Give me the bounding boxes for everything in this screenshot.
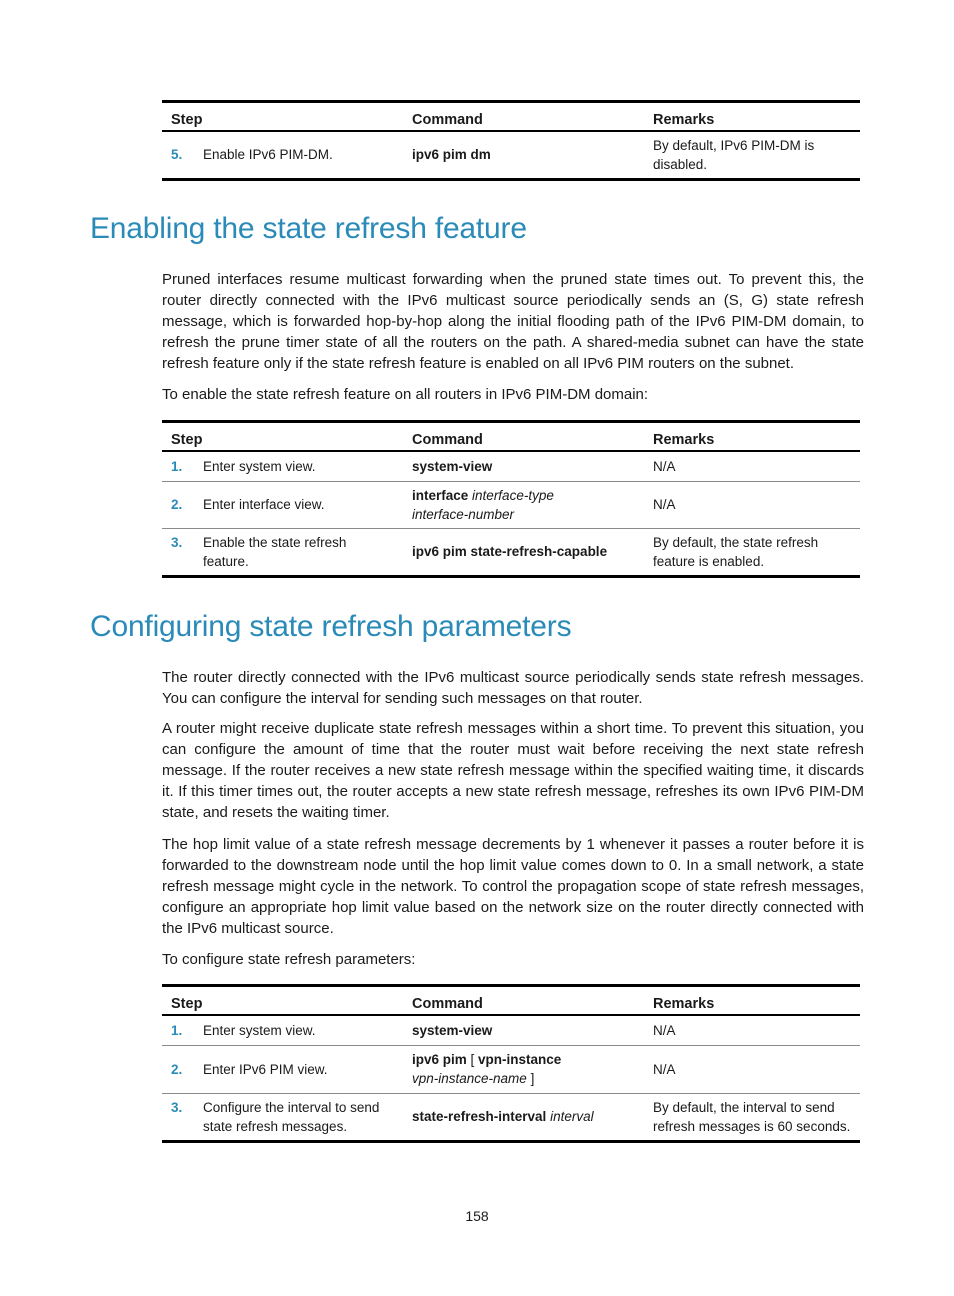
- command-keyword: ipv6 pim: [412, 1052, 467, 1067]
- section-heading: Configuring state refresh parameters: [90, 610, 572, 643]
- command-keyword: state-refresh-interval: [412, 1109, 547, 1124]
- remarks-text: By default, the state refresh feature is enabled.: [653, 534, 819, 569]
- step-number: 2.: [171, 1061, 183, 1077]
- header-step: Step: [162, 102, 403, 132]
- step-number: 3.: [171, 1099, 183, 1115]
- command-argument: vpn-instance-name: [412, 1071, 527, 1086]
- header-command: Command: [403, 102, 644, 132]
- step-number: 1.: [171, 1022, 183, 1038]
- body-paragraph: A router might receive duplicate state refresh messages within a short time. To prevent this situation, you can configure the amount of time that the router must wait before receiving the next state refresh message. If the router receives a new state refresh message within the specified waiting time, it discards it. If this timer times out, the router accepts a new state refresh message, refreshes its own IPv6 PIM-DM state, and resets the waiting timer.: [162, 720, 864, 821]
- step-text: Enter system view.: [203, 1022, 316, 1038]
- command-table-enable-pim-dm: [162, 100, 860, 181]
- command-keyword: system-view: [412, 458, 493, 474]
- remarks-text: N/A: [644, 451, 860, 481]
- table-row: [162, 131, 860, 179]
- step-text: Enter interface view.: [203, 497, 325, 512]
- table-row: [162, 1045, 860, 1093]
- step-number: 2.: [171, 497, 183, 512]
- body-paragraph: To configure state refresh parameters:: [162, 951, 416, 968]
- command-keyword: interface: [412, 487, 469, 503]
- table-row: [162, 1015, 860, 1045]
- page-number: 158: [465, 1208, 489, 1224]
- step-number: 3.: [171, 534, 183, 550]
- table-row: [162, 481, 860, 528]
- command-keyword: ipv6 pim dm: [412, 147, 491, 163]
- header-remarks: Remarks: [644, 102, 860, 132]
- step-text: Enter IPv6 PIM view.: [203, 1061, 328, 1077]
- header-command: Command: [403, 422, 644, 452]
- table-row: [162, 1093, 860, 1141]
- step-number: 1.: [171, 458, 183, 474]
- section-heading: Enabling the state refresh feature: [90, 212, 527, 245]
- header-remarks: Remarks: [644, 986, 860, 1016]
- command-argument: interface-number: [412, 506, 515, 522]
- header-step: Step: [162, 422, 403, 452]
- command-keyword: ipv6 pim state-refresh-capable: [412, 544, 608, 559]
- command-table-state-refresh-params: [162, 984, 860, 1143]
- remarks-text: N/A: [644, 1045, 860, 1093]
- command-keyword: system-view: [412, 1022, 493, 1038]
- table-row: [162, 451, 860, 481]
- header-step: Step: [162, 986, 403, 1016]
- step-text: Enable IPv6 PIM-DM.: [203, 147, 333, 163]
- step-text: Configure the interval to send state refresh messages.: [203, 1099, 380, 1134]
- step-text: Enter system view.: [203, 458, 316, 474]
- body-paragraph: The router directly connected with the IPv6 multicast source periodically sends state refresh messages. You can configure the interval for sending such messages on that router.: [162, 669, 864, 707]
- remarks-text: By default, IPv6 PIM-DM is disabled.: [653, 137, 815, 172]
- remarks-text: N/A: [644, 481, 860, 528]
- body-paragraph: To enable the state refresh feature on all routers in IPv6 PIM-DM domain:: [162, 386, 649, 403]
- command-argument: interface-type: [472, 487, 554, 503]
- table-row: [162, 528, 860, 576]
- header-remarks: Remarks: [644, 422, 860, 452]
- command-bracket: [: [466, 1052, 479, 1067]
- body-paragraph: Pruned interfaces resume multicast forwarding when the pruned state times out. To prevent this, the router directly connected with the IPv6 multicast source periodically sends an (S, G) state refresh message, which is forwarded hop-by-hop along the initial flooding path of the IPv6 PIM-DM domain, to refresh the prune timer state of all the routers on the path. A shared-media subnet can have the state refresh feature only if the state refresh feature is enabled on all IPv6 PIM routers on the subnet.: [162, 271, 864, 372]
- command-keyword: vpn-instance: [478, 1052, 562, 1067]
- step-text: Enable the state refresh feature.: [203, 534, 347, 569]
- remarks-text: By default, the interval to send refresh messages is 60 seconds.: [653, 1099, 851, 1134]
- header-command: Command: [403, 986, 644, 1016]
- command-table-state-refresh: [162, 420, 860, 578]
- command-bracket: ]: [526, 1071, 535, 1086]
- remarks-text: N/A: [644, 1015, 860, 1045]
- body-paragraph: The hop limit value of a state refresh message decrements by 1 whenever it passes a router before it is forwarded to the downstream node until the hop limit value comes down to 0. In a small network, a state refresh message might cycle in the network. To control the propagation scope of state refresh messages, configure an appropriate hop limit value based on the network size on the router directly connected with the IPv6 multicast source.: [162, 836, 864, 937]
- command-argument: interval: [550, 1109, 594, 1124]
- step-number: 5.: [171, 147, 183, 163]
